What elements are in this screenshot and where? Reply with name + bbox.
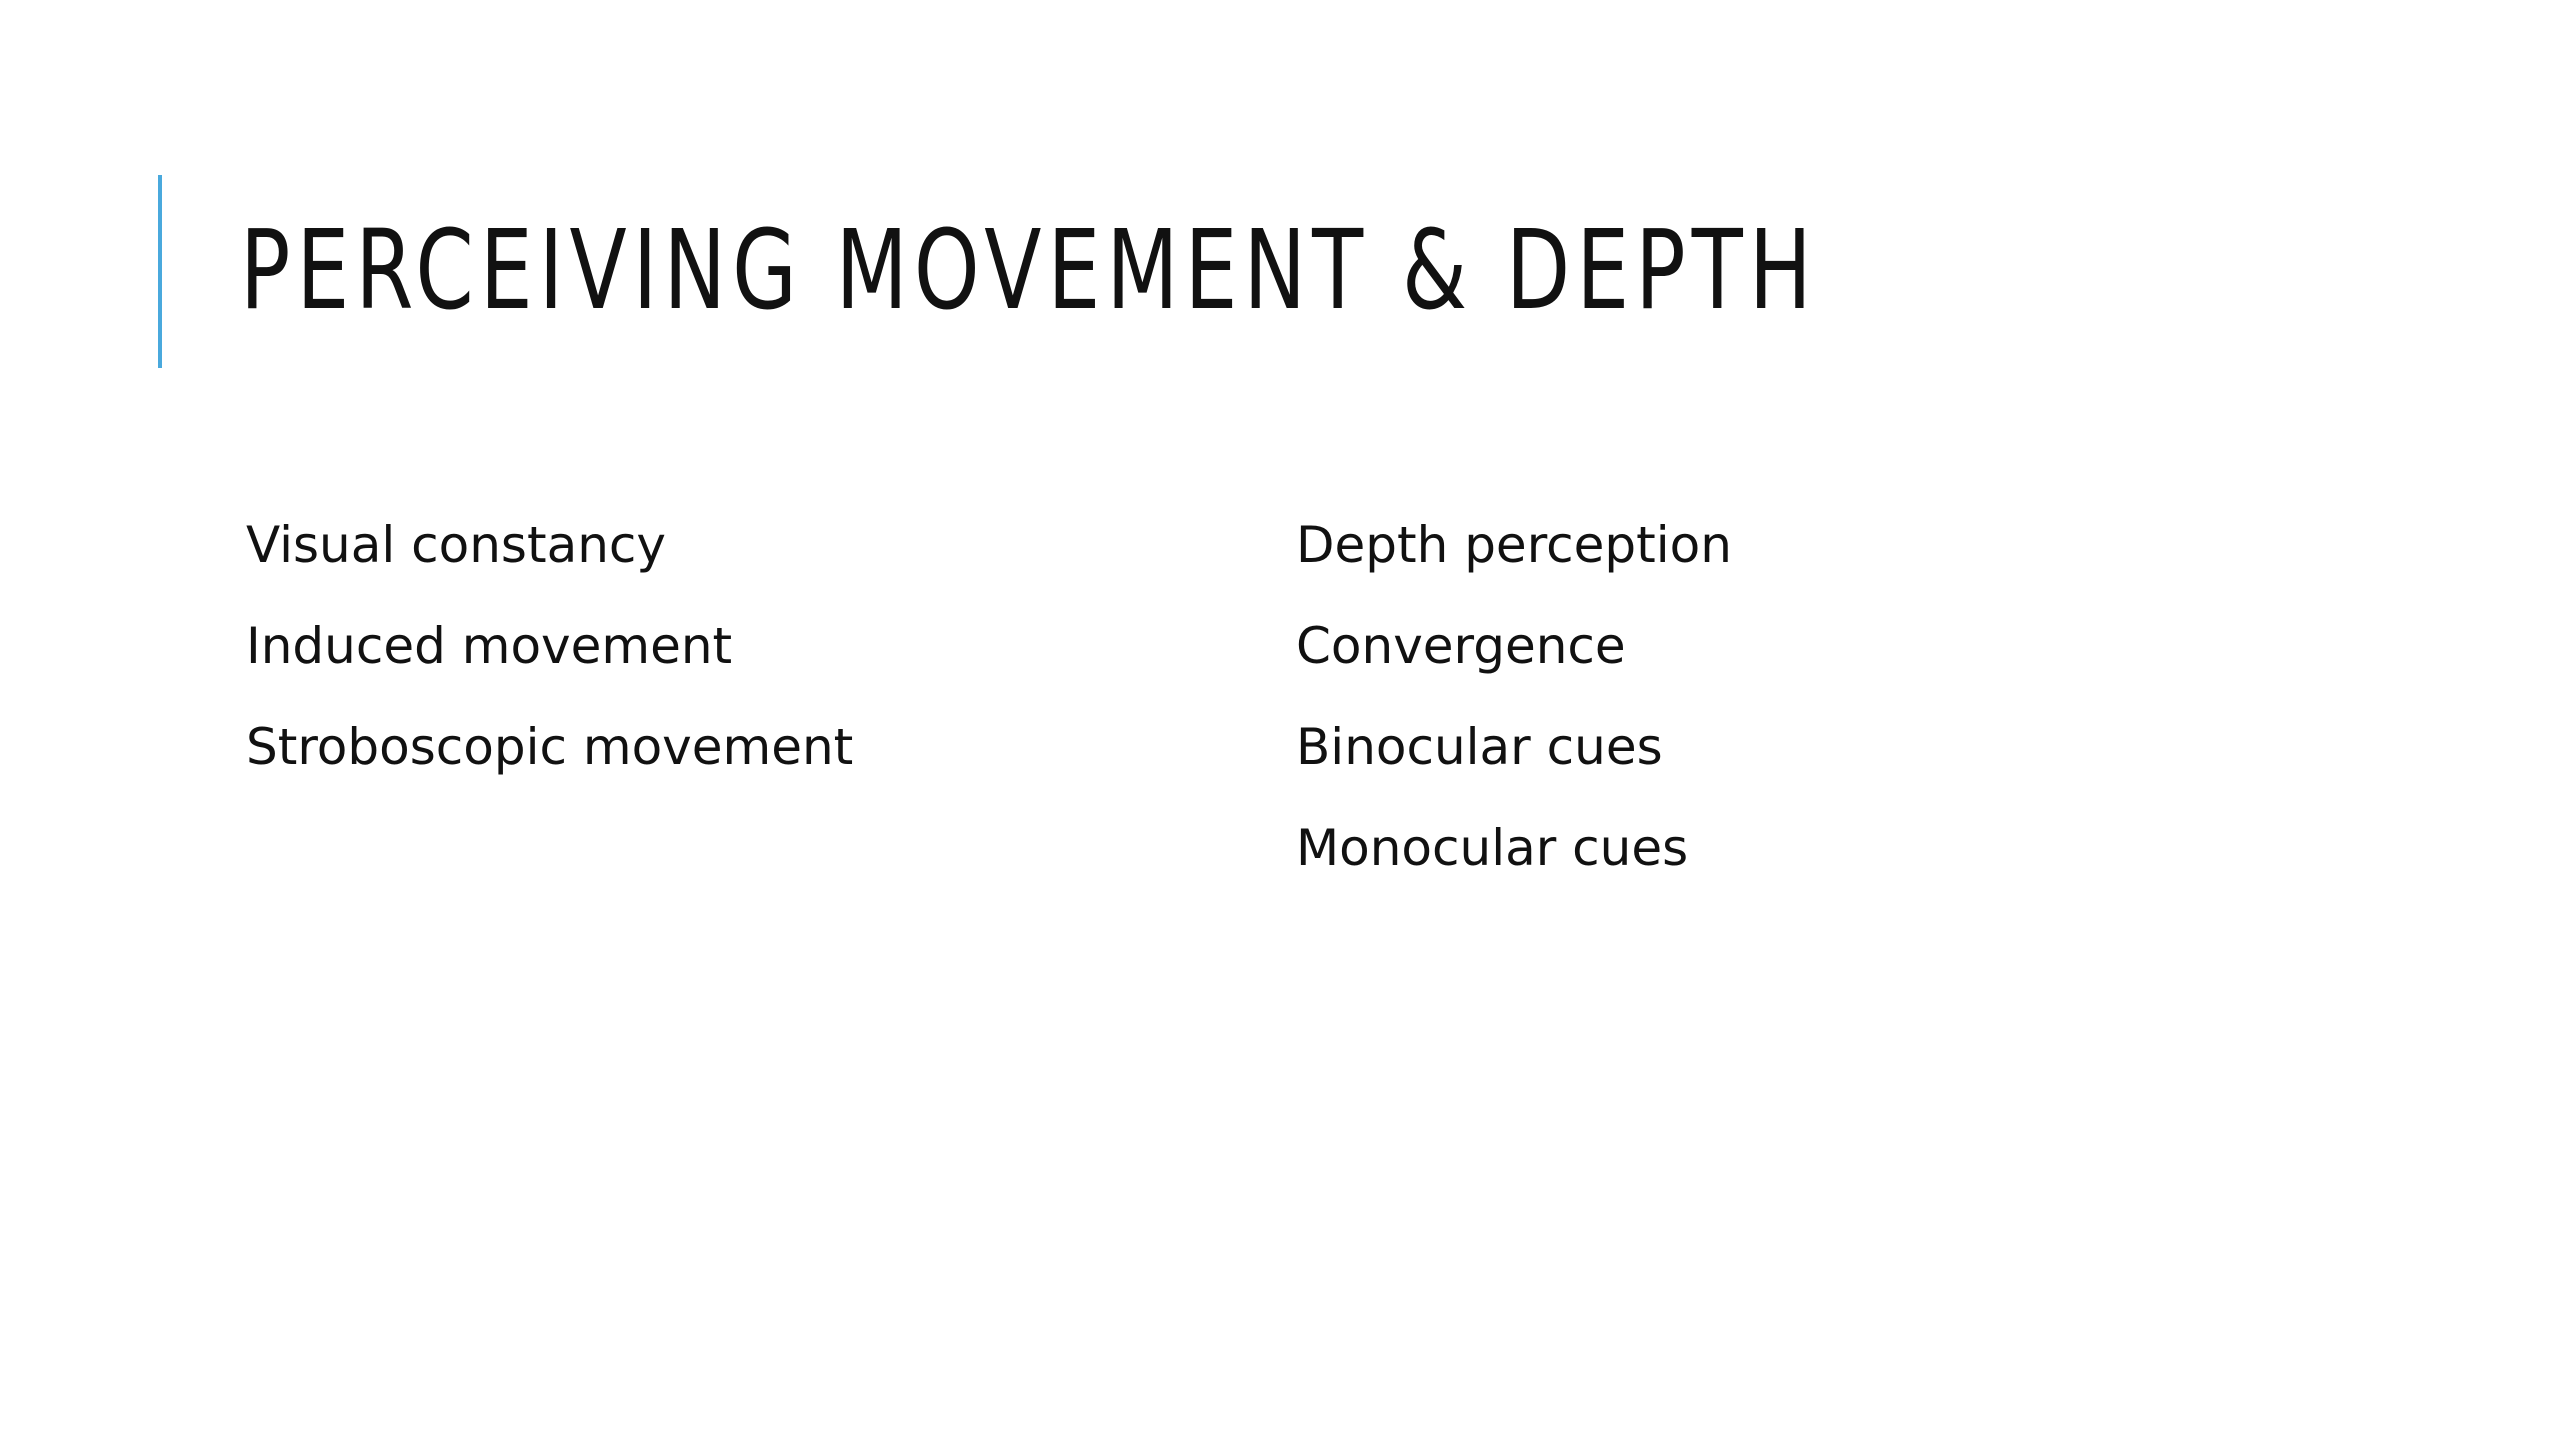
- list-item-stroboscopic-movement: Stroboscopic movement: [246, 718, 854, 776]
- list-item-depth-perception: Depth perception: [1296, 516, 1732, 574]
- list-item-binocular-cues: Binocular cues: [1296, 718, 1663, 776]
- list-item-visual-constancy: Visual constancy: [246, 516, 666, 574]
- slide-title: PERCEIVING MOVEMENT & DEPTH: [240, 206, 1818, 334]
- list-item-monocular-cues: Monocular cues: [1296, 819, 1689, 877]
- left-column-list: [246, 495, 1146, 798]
- list-item-convergence: Convergence: [1296, 617, 1626, 675]
- title-accent-bar: [158, 175, 162, 368]
- right-column-list: [1296, 495, 2196, 899]
- list-item-induced-movement: Induced movement: [246, 617, 733, 675]
